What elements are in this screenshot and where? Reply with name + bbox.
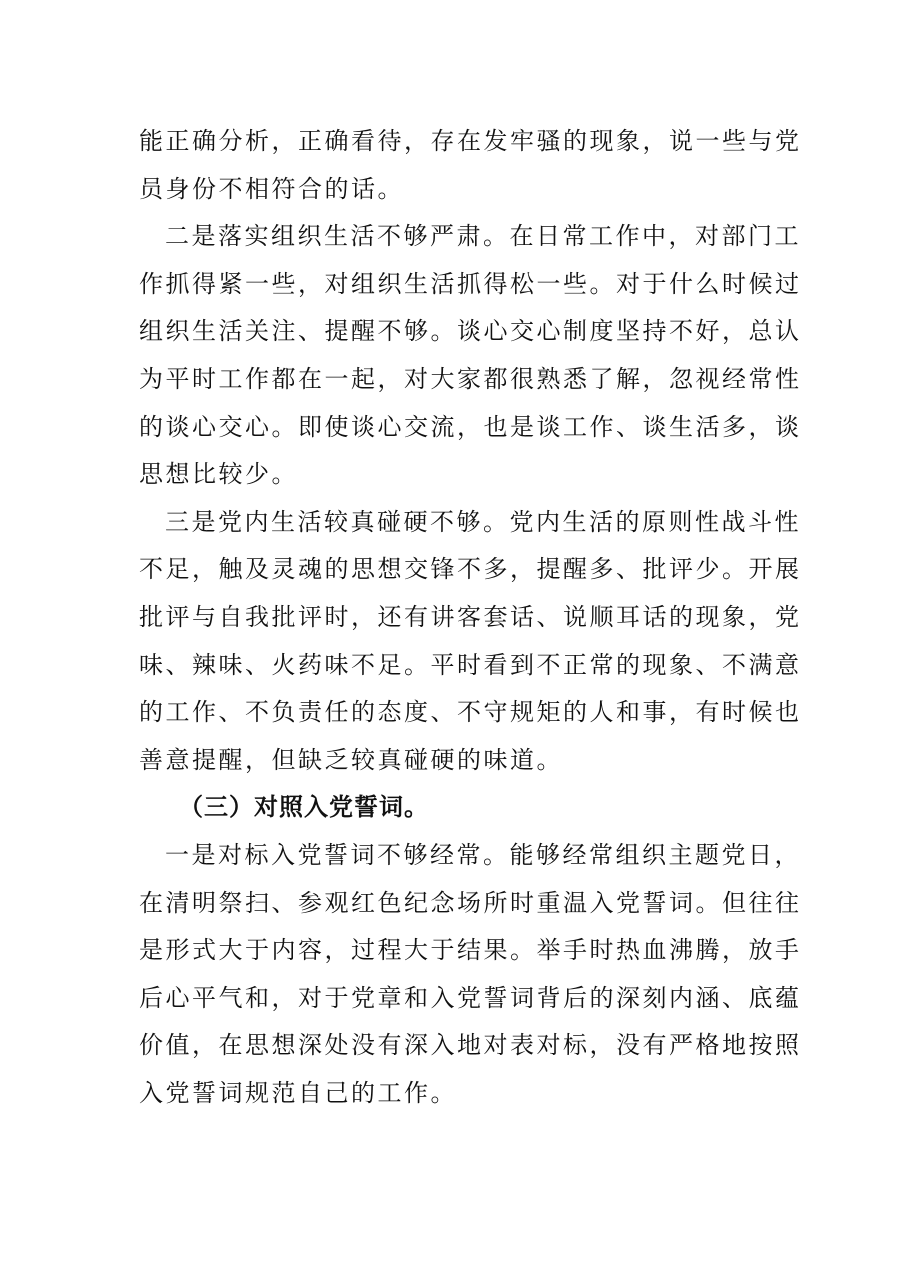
text-line: 不足，触及灵魂的思想交锋不多，提醒多、批评少。开展 [139,555,802,584]
text-line: 三是党内生活较真碰硬不够。党内生活的原则性战斗性 [165,507,801,536]
text-line: 味、辣味、火药味不足。平时看到不正常的现象、不满意 [139,650,802,679]
text-line: 是形式大于内容，过程大于结果。举手时热血沸腾，放手 [139,936,802,965]
text-line: 作抓得紧一些，对组织生活抓得松一些。对于什么时候过 [139,269,802,298]
text-line: 思想比较少。 [139,460,298,489]
text-line: 善意提醒，但缺乏较真碰硬的味道。 [139,745,563,774]
text-line: 在清明祭扫、参观红色纪念场所时重温入党誓词。但往往 [139,888,802,917]
text-line: 价值，在思想深处没有深入地对表对标，没有严格地按照 [139,1031,802,1060]
text-line: 后心平气和，对于党章和入党誓词背后的深刻内涵、底蕴 [139,983,802,1012]
text-line: 为平时工作都在一起，对大家都很熟悉了解，忽视经常性 [139,364,802,393]
text-line: 批评与自我批评时，还有讲客套话、说顺耳话的现象，党 [139,602,802,631]
text-line: 二是落实组织生活不够严肃。在日常工作中，对部门工 [165,222,801,251]
text-line: 的工作、不负责任的态度、不守规矩的人和事，有时候也 [139,698,802,727]
text-line: 组织生活关注、提醒不够。谈心交心制度坚持不好，总认 [139,317,802,346]
text-line: 员身份不相符合的话。 [139,174,404,203]
body-text [139,118,802,1117]
text-line: 的谈心交心。即使谈心交流，也是谈工作、谈生活多，谈 [139,412,802,441]
text-line: 入党誓词规范自己的工作。 [139,1078,457,1107]
section-heading: （三）对照入党誓词。 [179,793,429,822]
document-body [139,118,802,1117]
text-line: 一是对标入党誓词不够经常。能够经常组织主题党日， [165,840,801,869]
text-line: 能正确分析，正确看待，存在发牢骚的现象，说一些与党 [139,127,802,155]
